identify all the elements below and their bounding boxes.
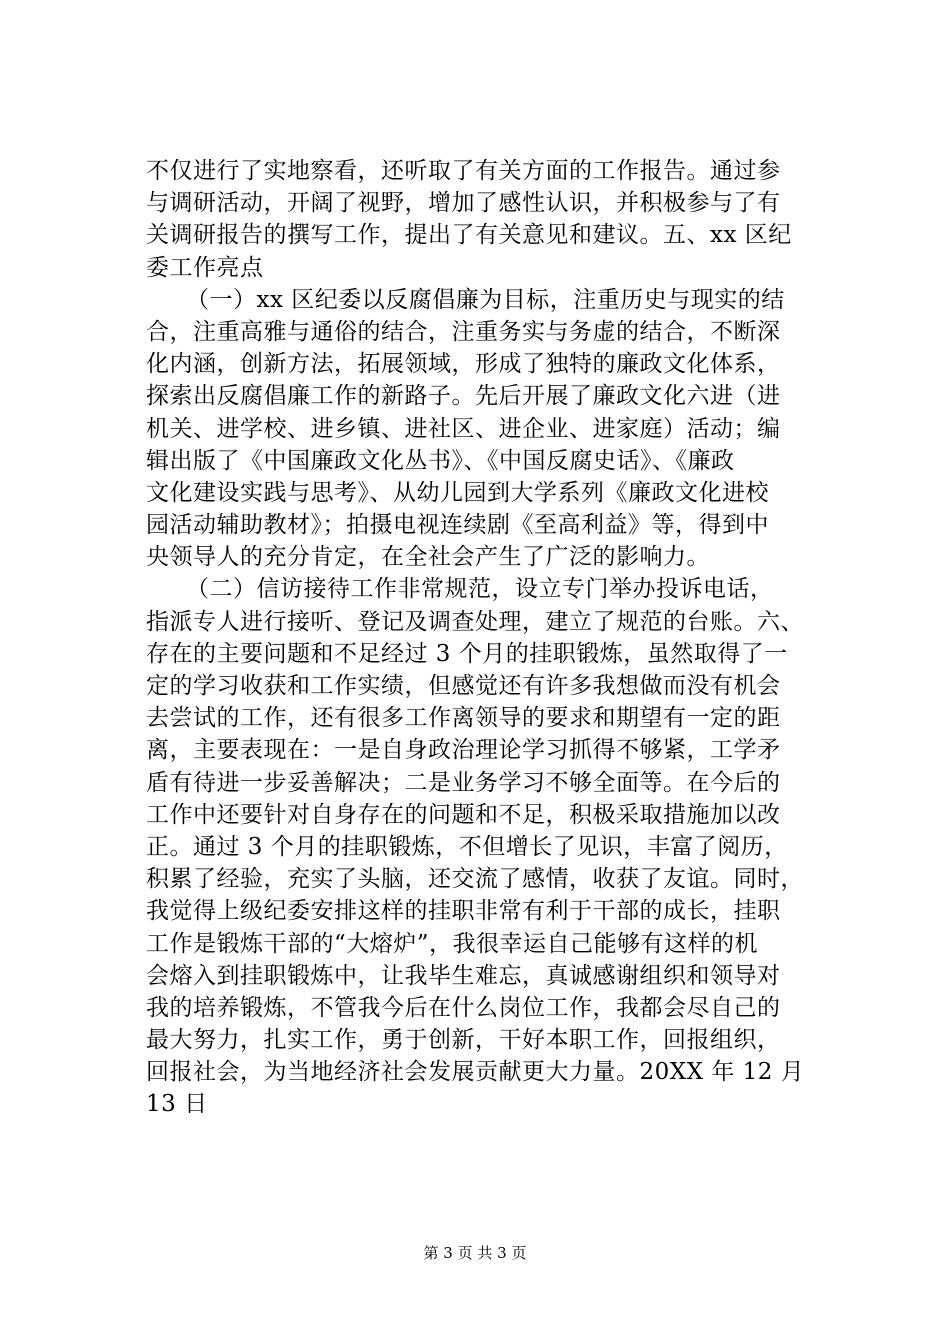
paragraph-1-start: （一）xx 区纪委以反腐倡廉为目标，注重历史与现实的结 [186,286,785,313]
text-line: 离，主要表现在：一是自身政治理论学习抓得不够紧，工学矛 [146,737,781,764]
paragraph-2-start: （二）信访接待工作非常规范，设立专门举办投诉电话， [186,576,774,603]
text-line: 指派专人进行接听、登记及调查处理，建立了规范的台账。六、 [146,608,804,635]
text-line: 会熔入到挂职锻炼中，让我毕生难忘，真诚感谢组织和领导对 [146,962,781,989]
text-line: 13 日 [146,1091,208,1118]
text-line: 机关、进学校、进乡镇、进社区、进企业、进家庭）活动；编 [146,415,781,442]
page-number-label: 第 3 页 共 3 页 [423,1244,527,1262]
text-line: 文化建设实践与思考》、从幼儿园到大学系列《廉政文化进校 [146,479,769,506]
text-line: 正。通过 3 个月的挂职锻炼，不但增长了见识，丰富了阅历， [146,833,788,860]
text-line: 不仅进行了实地察看，还听取了有关方面的工作报告。通过参 [146,158,781,184]
text-line: 委工作亮点 [146,254,264,281]
text-line: 工作是锻炼干部的“大熔炉”，我很幸运自己能够有这样的机 [146,930,759,957]
text-line: 央领导人的充分肯定，在全社会产生了广泛的影响力。 [146,544,710,571]
text-line: 工作中还要针对自身存在的问题和不足，积极采取措施加以改 [146,801,781,828]
text-line: 关调研报告的撰写工作，提出了有关意见和建议。五、xx 区纪 [146,222,792,249]
document-body [146,155,836,1121]
text-line: 积累了经验，充实了头脑，还交流了感情，收获了友谊。同时， [146,866,804,893]
text-line: 存在的主要问题和不足经过 3 个月的挂职锻炼，虽然取得了一 [146,640,788,667]
text-line: 回报社会，为当地经济社会发展贡献更大力量。20XX 年 12 月 [146,1059,805,1086]
text-line: 定的学习收获和工作实绩，但感觉还有许多我想做而没有机会 [146,673,781,699]
page-footer [0,1243,950,1263]
text-line: 盾有待进一步妥善解决；二是业务学习不够全面等。在今后的 [146,769,781,796]
text-line: 辑出版了《中国廉政文化丛书》、《中国反腐史话》、《廉政 [146,447,735,474]
text-line: 我的培养锻炼，不管我今后在什么岗位工作，我都会尽自己的 [146,994,781,1021]
text-line: 探索出反腐倡廉工作的新路子。先后开展了廉政文化六进（进 [146,383,781,410]
text-line: 化内涵，创新方法，拓展领域，形成了独特的廉政文化体系， [146,351,781,378]
text-line: 最大努力，扎实工作，勇于创新，干好本职工作，回报组织， [146,1027,781,1054]
text-line: 与调研活动，开阔了视野，增加了感性认识，并积极参与了有 [146,190,781,217]
text-line: 合，注重高雅与通俗的结合，注重务实与务虚的结合，不断深 [146,318,781,345]
text-line: 园活动辅助教材》；拍摄电视连续剧《至高利益》等，得到中 [146,512,769,539]
text-line: 去尝试的工作，还有很多工作离领导的要求和期望有一定的距 [146,705,781,732]
text-line: 我觉得上级纪委安排这样的挂职非常有利于干部的成长，挂职 [146,898,781,925]
